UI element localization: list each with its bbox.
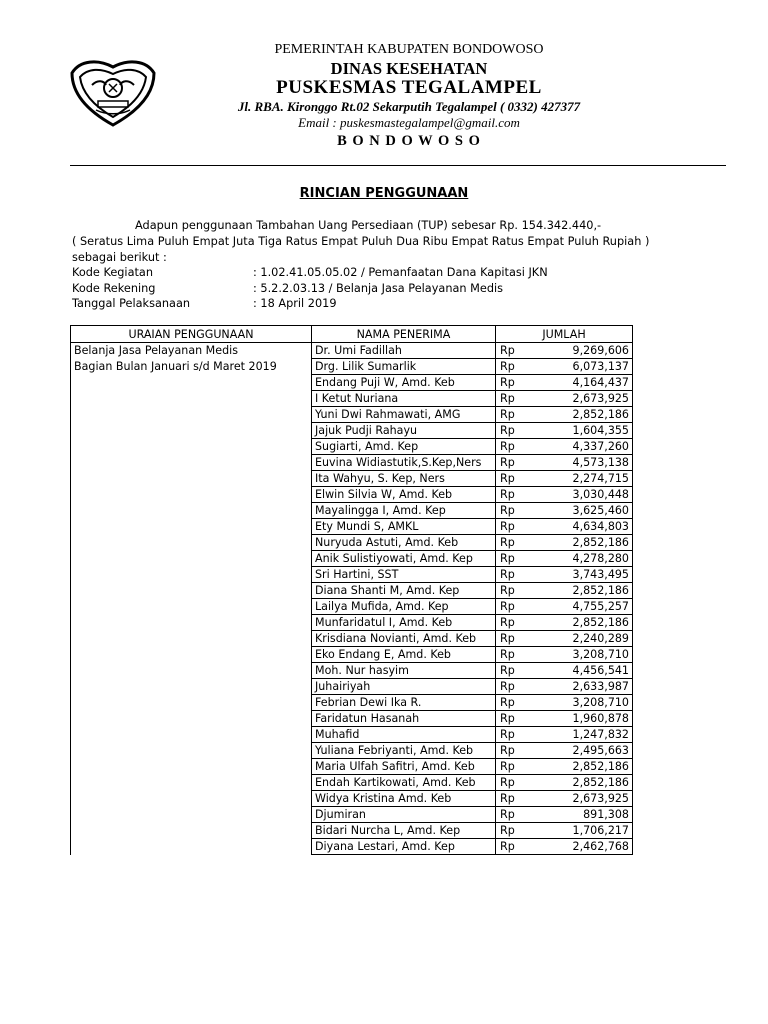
- recipient-name: Diana Shanti M, Amd. Kep: [312, 583, 496, 599]
- recipient-name: Munfaridatul I, Amd. Keb: [312, 615, 496, 631]
- currency-label: Rp: [496, 791, 530, 807]
- amount-value: 2,240,289: [530, 631, 633, 647]
- header-email: Email : puskesmastegalampel@gmail.com: [298, 115, 520, 130]
- amount-value: 6,073,137: [530, 359, 633, 375]
- currency-label: Rp: [496, 759, 530, 775]
- amount-value: 1,604,355: [530, 423, 633, 439]
- currency-label: Rp: [496, 583, 530, 599]
- recipient-name: Krisdiana Novianti, Amd. Keb: [312, 631, 496, 647]
- currency-label: Rp: [496, 775, 530, 791]
- recipient-name: Nuryuda Astuti, Amd. Keb: [312, 535, 496, 551]
- intro-text: Adapun penggunaan Tambahan Uang Persediaan (TUP) sebesar Rp. 154.342.440,-: [135, 219, 602, 232]
- recipient-name: Sugiarti, Amd. Kep: [312, 439, 496, 455]
- recipient-name: Juhairiyah: [312, 679, 496, 695]
- amount-value: 2,274,715: [530, 471, 633, 487]
- amount-value: 3,743,495: [530, 567, 633, 583]
- header-address: Jl. RBA. Kironggo Rt.02 Sekarputih Tegalampel ( 0332) 427377: [237, 99, 581, 114]
- currency-label: Rp: [496, 599, 530, 615]
- recipient-name: Widya Kristina Amd. Keb: [312, 791, 496, 807]
- amount-value: 3,208,710: [530, 695, 633, 711]
- amount-value: 2,673,925: [530, 391, 633, 407]
- currency-label: Rp: [496, 535, 530, 551]
- currency-label: Rp: [496, 679, 530, 695]
- amount-value: 2,495,663: [530, 743, 633, 759]
- currency-label: Rp: [496, 711, 530, 727]
- header-divider: [70, 165, 726, 166]
- currency-label: Rp: [496, 727, 530, 743]
- currency-label: Rp: [496, 743, 530, 759]
- currency-label: Rp: [496, 519, 530, 535]
- currency-label: Rp: [496, 551, 530, 567]
- amount-value: 4,755,257: [530, 599, 633, 615]
- amount-value: 4,164,437: [530, 375, 633, 391]
- amount-value: 2,633,987: [530, 679, 633, 695]
- field-label-tanggal: Tanggal Pelaksanaan: [72, 297, 191, 310]
- recipient-name: Endah Kartikowati, Amd. Keb: [312, 775, 496, 791]
- currency-label: Rp: [496, 455, 530, 471]
- amount-value: 4,337,260: [530, 439, 633, 455]
- recipient-name: Yuni Dwi Rahmawati, AMG: [312, 407, 496, 423]
- recipient-name: Maria Ulfah Safitri, Amd. Keb: [312, 759, 496, 775]
- recipient-name: Elwin Silvia W, Amd. Keb: [312, 487, 496, 503]
- amount-value: 2,852,186: [530, 583, 633, 599]
- uraian-line: Belanja Jasa Pelayanan Medis: [74, 344, 238, 357]
- table-header-row: [71, 326, 633, 343]
- amount-value: 3,208,710: [530, 647, 633, 663]
- header-department: DINAS KESEHATAN: [330, 59, 488, 78]
- recipient-name: Sri Hartini, SST: [312, 567, 496, 583]
- amount-value: 2,852,186: [530, 407, 633, 423]
- currency-label: Rp: [496, 407, 530, 423]
- recipient-name: Anik Sulistiyowati, Amd. Kep: [312, 551, 496, 567]
- currency-label: Rp: [496, 471, 530, 487]
- amount-value: 9,269,606: [530, 343, 633, 359]
- field-value-kode-kegiatan: : 1.02.41.05.05.02 / Pemanfaatan Dana Kapitasi JKN: [253, 266, 548, 279]
- currency-label: Rp: [496, 615, 530, 631]
- recipient-name: Muhafid: [312, 727, 496, 743]
- recipient-name: Moh. Nur hasyim: [312, 663, 496, 679]
- recipient-name: Ety Mundi S, AMKL: [312, 519, 496, 535]
- header-institution: PUSKESMAS TEGALAMPEL: [276, 77, 542, 98]
- recipient-name: Mayalingga I, Amd. Kep: [312, 503, 496, 519]
- amount-value: 2,852,186: [530, 759, 633, 775]
- amount-value: 3,625,460: [530, 503, 633, 519]
- recipient-name: Drg. Lilik Sumarlik: [312, 359, 496, 375]
- recipient-name: Bidari Nurcha L, Amd. Kep: [312, 823, 496, 839]
- recipient-name: Endang Puji W, Amd. Keb: [312, 375, 496, 391]
- amount-value: 891,308: [530, 807, 633, 823]
- currency-label: Rp: [496, 839, 530, 855]
- amount-value: 4,278,280: [530, 551, 633, 567]
- header-nama: NAMA PENERIMA: [312, 326, 496, 343]
- recipient-name: Yuliana Febriyanti, Amd. Keb: [312, 743, 496, 759]
- field-label-kode-rekening: Kode Rekening: [72, 282, 156, 295]
- field-value-kode-rekening: : 5.2.2.03.13 / Belanja Jasa Pelayanan Medis: [253, 282, 504, 295]
- amount-value: 2,673,925: [530, 791, 633, 807]
- recipient-name: Diyana Lestari, Amd. Kep: [312, 839, 496, 855]
- amount-value: 1,247,832: [530, 727, 633, 743]
- currency-label: Rp: [496, 807, 530, 823]
- recipient-name: I Ketut Nuriana: [312, 391, 496, 407]
- uraian-line: Bagian Bulan Januari s/d Maret 2019: [74, 360, 277, 373]
- currency-label: Rp: [496, 567, 530, 583]
- header-jumlah: JUMLAH: [496, 326, 633, 343]
- currency-label: Rp: [496, 359, 530, 375]
- recipient-name: Djumiran: [312, 807, 496, 823]
- amount-value: 2,852,186: [530, 615, 633, 631]
- table-row: [71, 343, 633, 359]
- recipient-name: Febrian Dewi Ika R.: [312, 695, 496, 711]
- payment-table: [70, 325, 633, 855]
- recipient-name: Ita Wahyu, S. Kep, Ners: [312, 471, 496, 487]
- recipient-name: Lailya Mufida, Amd. Kep: [312, 599, 496, 615]
- amount-value: 2,852,186: [530, 535, 633, 551]
- currency-label: Rp: [496, 487, 530, 503]
- amount-value: 1,706,217: [530, 823, 633, 839]
- header-government: PEMERINTAH KABUPATEN BONDOWOSO: [274, 42, 544, 57]
- amount-value: 2,852,186: [530, 775, 633, 791]
- recipient-name: Eko Endang E, Amd. Keb: [312, 647, 496, 663]
- currency-label: Rp: [496, 663, 530, 679]
- document-title: RINCIAN PENGGUNAAN: [299, 186, 469, 201]
- amount-value: 3,030,448: [530, 487, 633, 503]
- amount-in-words: ( Seratus Lima Puluh Empat Juta Tiga Ratus Empat Puluh Dua Ribu Empat Ratus Empat Puluh Rupiah ): [72, 235, 650, 248]
- uraian-cell: [71, 343, 312, 855]
- currency-label: Rp: [496, 503, 530, 519]
- amount-value: 1,960,878: [530, 711, 633, 727]
- currency-label: Rp: [496, 423, 530, 439]
- recipient-name: Dr. Umi Fadillah: [312, 343, 496, 359]
- field-label-kode-kegiatan: Kode Kegiatan: [72, 266, 154, 279]
- currency-label: Rp: [496, 375, 530, 391]
- recipient-name: Jajuk Pudji Rahayu: [312, 423, 496, 439]
- currency-label: Rp: [496, 391, 530, 407]
- currency-label: Rp: [496, 343, 530, 359]
- amount-value: 2,462,768: [530, 839, 633, 855]
- amount-value: 4,634,803: [530, 519, 633, 535]
- field-value-tanggal: : 18 April 2019: [253, 297, 337, 310]
- recipient-name: Faridatun Hasanah: [312, 711, 496, 727]
- header-uraian: URAIAN PENGGUNAAN: [71, 326, 312, 343]
- recipient-name: Euvina Widiastutik,S.Kep,Ners: [312, 455, 496, 471]
- amount-value: 4,456,541: [530, 663, 633, 679]
- currency-label: Rp: [496, 631, 530, 647]
- currency-label: Rp: [496, 647, 530, 663]
- currency-label: Rp: [496, 439, 530, 455]
- currency-label: Rp: [496, 823, 530, 839]
- as-follows-text: sebagai berikut :: [72, 251, 167, 264]
- header-city: B O N D O W O S O: [337, 133, 481, 149]
- amount-value: 4,573,138: [530, 455, 633, 471]
- currency-label: Rp: [496, 695, 530, 711]
